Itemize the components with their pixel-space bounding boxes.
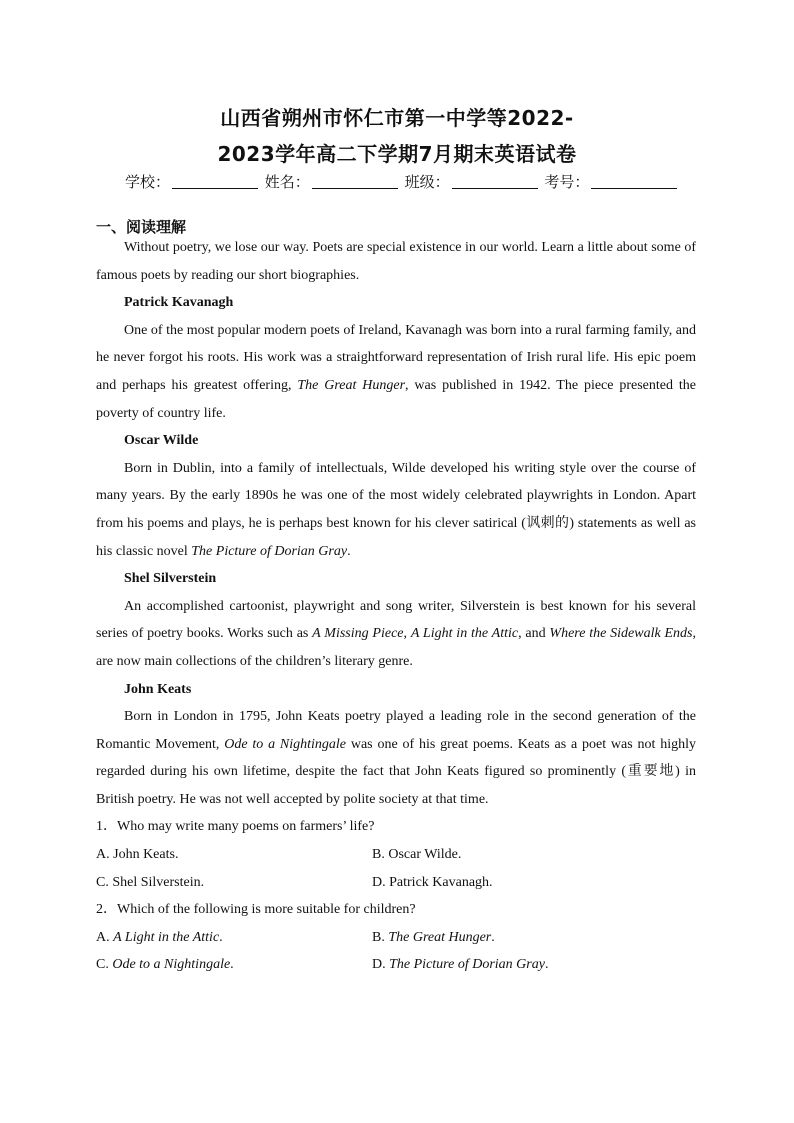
exam-title-line2: 2023学年高二下学期7月期末英语试卷 — [217, 142, 577, 166]
student-info-line — [125, 171, 679, 192]
option-b[interactable]: B. Oscar Wilde. — [372, 847, 462, 863]
poet-bio: An accomplished cartoonist, playwright and song writer, Silverstein is best known for his several series of poetry books. Works such as A Missing Piece, A Light in the Attic, and Where the Sidewalk Ends, are now main collections of the children’s literary genre. — [96, 598, 697, 669]
option-c[interactable]: C. Ode to a Nightingale. — [96, 957, 234, 973]
school-blank — [172, 174, 258, 189]
section-heading: 一、阅读理解 — [96, 218, 187, 236]
poet-name: Patrick Kavanagh — [124, 295, 234, 311]
school-label: 学校： — [125, 173, 171, 191]
exam-number-blank — [591, 174, 677, 189]
poet-name: Shel Silverstein — [124, 571, 217, 587]
poet-name: Oscar Wilde — [124, 433, 199, 449]
option-d[interactable]: D. The Picture of Dorian Gray. — [372, 957, 549, 973]
option-c[interactable]: C. Shel Silverstein. — [96, 874, 205, 890]
reading-passage — [96, 234, 696, 979]
exam-title-line1: 山西省朔州市怀仁市第一中学等2022- — [220, 106, 574, 130]
intro-paragraph: Without poetry, we lose our way. Poets are special existence in our world. Learn a little about some of famous poets by reading our short biographies. — [96, 240, 696, 283]
name-blank — [312, 174, 398, 189]
poet-bio: One of the most popular modern poets of Ireland, Kavanagh was born into a rural farming family, and he never forgot his roots. His work was a straightforward representation of Irish rural life. His epic poem and perhaps his greatest offering, The Great Hunger, was published in 1942. The piece presented the poverty of country life. — [96, 322, 696, 421]
poet-bio: Born in Dublin, into a family of intellectuals, Wilde developed his writing style over the course of many years. By the early 1890s he was one of the most widely celebrated playwrights in London. Apart from his poems and plays, he is perhaps best known for his clever satirical (讽刺的) statements as well as his classic novel The Picture of Dorian Gray. — [96, 460, 696, 559]
exam-number-label: 考号： — [544, 173, 590, 191]
question-options-row — [96, 951, 696, 979]
class-blank — [452, 174, 538, 189]
question-options-row — [96, 869, 696, 897]
option-a[interactable]: A. John Keats. — [96, 847, 179, 863]
question-stem: 2．Which of the following is more suitable for children? — [96, 902, 416, 918]
option-b[interactable]: B. The Great Hunger. — [372, 929, 495, 945]
option-d[interactable]: D. Patrick Kavanagh. — [372, 874, 493, 890]
question-options-row — [96, 924, 696, 952]
poet-bio: Born in London in 1795, John Keats poetry played a leading role in the second generation of the Romantic Movement, Ode to a Nightingale was one of his great poems. Keats as a poet was not highly regarded during his own lifetime, despite the fact that John Keats figured so prominently (重要地) in British poetry. He was not well accepted by polite society at that time. — [96, 709, 696, 807]
class-label: 班级： — [404, 173, 450, 191]
option-a[interactable]: A. A Light in the Attic. — [96, 929, 223, 945]
question-options-row — [96, 841, 696, 869]
poet-name: John Keats — [124, 681, 192, 697]
name-label: 姓名： — [264, 173, 310, 191]
question-stem: 1．Who may write many poems on farmers’ life? — [96, 819, 375, 835]
